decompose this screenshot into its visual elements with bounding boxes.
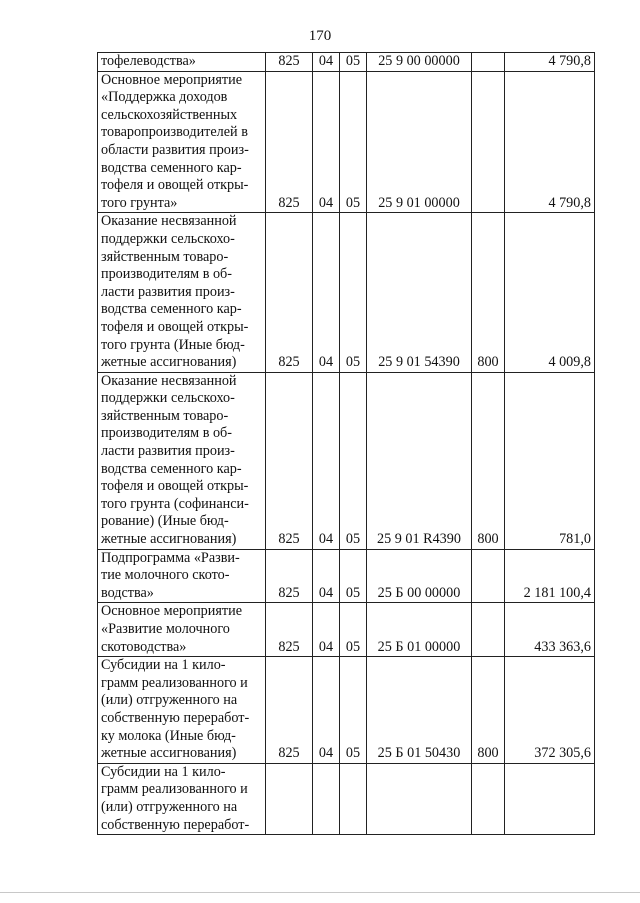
table-row — [98, 657, 595, 764]
budget-table-body — [98, 53, 595, 835]
row-section-cell: 04 — [313, 603, 340, 657]
row-amount-cell: 2 181 100,4 — [505, 549, 595, 603]
row-section-cell — [313, 763, 340, 834]
row-ministry-cell: 825 — [266, 213, 313, 372]
row-name-cell: Оказание несвязанной поддержки сельскохо- зяйственным товаро- производителям в об- ласти развития произ- водства семенного кар- тофеля и овощей откры- того грунта (софинанси- рование) (Иные бюд- жетные ассигнования) — [98, 372, 266, 549]
row-ministry-cell: 825 — [266, 549, 313, 603]
row-expense-type-cell: 800 — [472, 372, 505, 549]
table-row — [98, 213, 595, 372]
row-subsection-cell: 05 — [340, 71, 367, 213]
table-row — [98, 53, 595, 72]
row-section-cell: 04 — [313, 549, 340, 603]
row-ministry-cell: 825 — [266, 657, 313, 764]
row-ministry-cell: 825 — [266, 603, 313, 657]
row-expense-type-cell: 800 — [472, 213, 505, 372]
row-target-code-cell: 25 9 01 R4390 — [367, 372, 472, 549]
row-target-code-cell: 25 Б 00 00000 — [367, 549, 472, 603]
row-name-cell: Субсидии на 1 кило- грамм реализованного и (или) отгруженного на собственную переработ- ку молока (Иные бюд- жетные ассигнования) — [98, 657, 266, 764]
row-amount-cell — [505, 763, 595, 834]
row-target-code-cell: 25 Б 01 50430 — [367, 657, 472, 764]
row-section-cell: 04 — [313, 53, 340, 72]
table-row — [98, 71, 595, 213]
table-row — [98, 603, 595, 657]
row-expense-type-cell — [472, 53, 505, 72]
row-expense-type-cell: 800 — [472, 657, 505, 764]
row-ministry-cell: 825 — [266, 53, 313, 72]
row-amount-cell: 372 305,6 — [505, 657, 595, 764]
row-target-code-cell: 25 9 01 00000 — [367, 71, 472, 213]
budget-table — [97, 52, 595, 835]
row-ministry-cell: 825 — [266, 71, 313, 213]
table-row — [98, 763, 595, 834]
row-expense-type-cell — [472, 549, 505, 603]
page-number: 170 — [308, 28, 332, 44]
row-amount-cell: 4 009,8 — [505, 213, 595, 372]
table-row — [98, 372, 595, 549]
row-target-code-cell: 25 Б 01 00000 — [367, 603, 472, 657]
row-expense-type-cell — [472, 763, 505, 834]
row-name-cell: Основное мероприятие «Поддержка доходов сельскохозяйственных товаропроизводителей в области развития произ- водства семенного кар- тофеля и овощей откры- того грунта» — [98, 71, 266, 213]
row-subsection-cell: 05 — [340, 372, 367, 549]
row-target-code-cell — [367, 763, 472, 834]
row-subsection-cell — [340, 763, 367, 834]
row-subsection-cell: 05 — [340, 53, 367, 72]
row-subsection-cell: 05 — [340, 603, 367, 657]
row-amount-cell: 433 363,6 — [505, 603, 595, 657]
row-section-cell: 04 — [313, 71, 340, 213]
row-amount-cell: 4 790,8 — [505, 71, 595, 213]
row-name-cell: Оказание несвязанной поддержки сельскохо- зяйственным товаро- производителям в об- ласти развития произ- водства семенного кар- тофеля и овощей откры- того грунта (Иные бюд- жетные ассигнования) — [98, 213, 266, 372]
row-section-cell: 04 — [313, 372, 340, 549]
row-section-cell: 04 — [313, 657, 340, 764]
row-amount-cell: 781,0 — [505, 372, 595, 549]
page-bottom-rule — [0, 892, 640, 893]
row-subsection-cell: 05 — [340, 549, 367, 603]
table-row — [98, 549, 595, 603]
row-target-code-cell: 25 9 01 54390 — [367, 213, 472, 372]
row-target-code-cell: 25 9 00 00000 — [367, 53, 472, 72]
row-section-cell: 04 — [313, 213, 340, 372]
row-name-cell: тофелеводства» — [98, 53, 266, 72]
row-subsection-cell: 05 — [340, 213, 367, 372]
row-amount-cell: 4 790,8 — [505, 53, 595, 72]
row-expense-type-cell — [472, 71, 505, 213]
row-name-cell: Субсидии на 1 кило- грамм реализованного и (или) отгруженного на собственную переработ- — [98, 763, 266, 834]
row-subsection-cell: 05 — [340, 657, 367, 764]
row-name-cell: Основное мероприятие «Развитие молочного скотоводства» — [98, 603, 266, 657]
row-name-cell: Подпрограмма «Разви- тие молочного ското- водства» — [98, 549, 266, 603]
row-ministry-cell — [266, 763, 313, 834]
row-expense-type-cell — [472, 603, 505, 657]
row-ministry-cell: 825 — [266, 372, 313, 549]
